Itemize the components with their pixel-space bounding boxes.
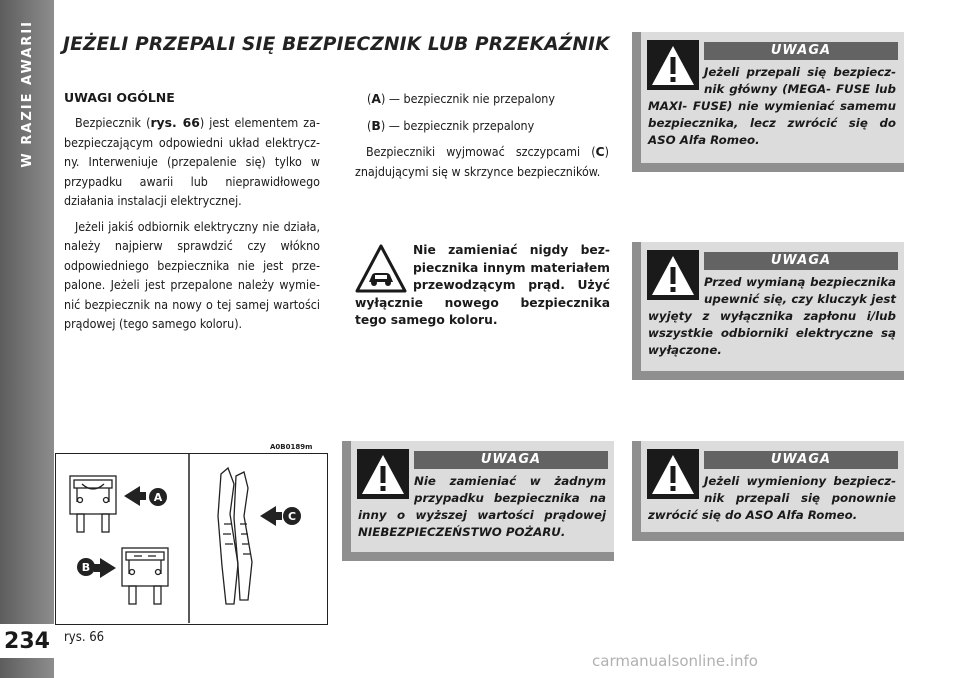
warning-text: Jeżeli przepali się bezpiecznik główny (MEGA- FUSE lub MAXI- FUSE) nie wymieniać samemu bezpiecznika, lecz zwrócić się do ASO Alfa Romeo. bbox=[648, 65, 896, 147]
figure-caption: rys. 66 bbox=[64, 630, 105, 645]
section-heading: UWAGI OGÓLNE bbox=[64, 90, 175, 105]
arrow-a bbox=[124, 486, 167, 506]
svg-text:B: B bbox=[81, 561, 91, 574]
section-label: W RAZIE AWARII bbox=[19, 20, 35, 168]
figure-reference: rys. 66 bbox=[150, 115, 200, 130]
legend-c: Bezpieczniki wyjmować szczypcami (C) znajdującymi się w skrzynce bezpieczników. bbox=[355, 144, 609, 179]
legend-b: (B) — bezpiecznik przepalony bbox=[367, 117, 535, 133]
note-black: Nie zamieniać nigdy bezpiecznika innym materiałem przewodzącym prąd. Użyć wyłącznie nowego bezpiecznika tego samego koloru. bbox=[355, 243, 610, 327]
fuse-intact bbox=[70, 476, 116, 532]
page-number: 234 bbox=[0, 624, 54, 658]
warning-heading: UWAGA bbox=[704, 451, 898, 469]
svg-text:A: A bbox=[153, 491, 163, 504]
warning-text: Przed wymianą bezpiecznika upewnić się, czy kluczyk jest wyjęty z wyłącznika zapłonu i/lub wszystkie odbiorniki elektryczne są wyłączone. bbox=[648, 275, 896, 357]
fuse-figure bbox=[55, 453, 328, 625]
general-paragraph-1: Bezpiecznik (rys. 66) jest elementem zabezpieczającym odpowiedni układ elektryczny. Interweniuje (przepalenie się) tylko w przypadku awarii lub nieprawidłowego działania instalacji elektrycznej. bbox=[64, 115, 320, 208]
fuse-blown bbox=[122, 548, 168, 604]
warning-box-2 bbox=[632, 242, 904, 380]
side-bar bbox=[0, 0, 54, 678]
warning-heading: UWAGA bbox=[704, 252, 898, 270]
legend-a: (A) — bezpiecznik nie przepalony bbox=[367, 91, 555, 106]
warning-text: Jeżeli wymieniony bezpiecznik przepali się ponownie zwrócić się do ASO Alfa Romeo. bbox=[648, 474, 896, 522]
watermark: carmanualsonline.info bbox=[592, 652, 758, 670]
car-warning-icon bbox=[355, 244, 407, 294]
fuse-pliers bbox=[218, 468, 252, 604]
warning-text: Nie zamieniać w żadnym przypadku bezpiecznika na inny o wyższej wartości prądowej NIEBEZPIECZEŃSTWO POŻARU. bbox=[358, 474, 606, 539]
warning-box-4 bbox=[632, 441, 904, 541]
general-text bbox=[64, 113, 320, 340]
warning-heading: UWAGA bbox=[704, 42, 898, 60]
warning-heading: UWAGA bbox=[414, 451, 608, 469]
warning-box-1 bbox=[632, 32, 904, 172]
warning-box-3 bbox=[342, 441, 614, 561]
fuse-illustration bbox=[56, 454, 326, 623]
legend-text bbox=[355, 89, 609, 188]
arrow-b bbox=[77, 558, 116, 578]
svg-text:C: C bbox=[287, 510, 297, 523]
arrow-c bbox=[260, 506, 301, 526]
page-title: JEŻELI PRZEPALI SIĘ BEZPIECZNIK LUB PRZEKAŹNIK bbox=[63, 34, 610, 55]
general-paragraph-2: Jeżeli jakiś odbiornik elektryczny nie działa, należy najpierw sprawdzić czy włókno odpowiedniego bezpiecznika nie jest przepalone. Jeżeli jest przepalone należy wymienić bezpiecznik na nowy o tej samej wartości prądowej (tego samego koloru). bbox=[64, 218, 320, 331]
figure-code: A0B0189m bbox=[270, 443, 313, 451]
